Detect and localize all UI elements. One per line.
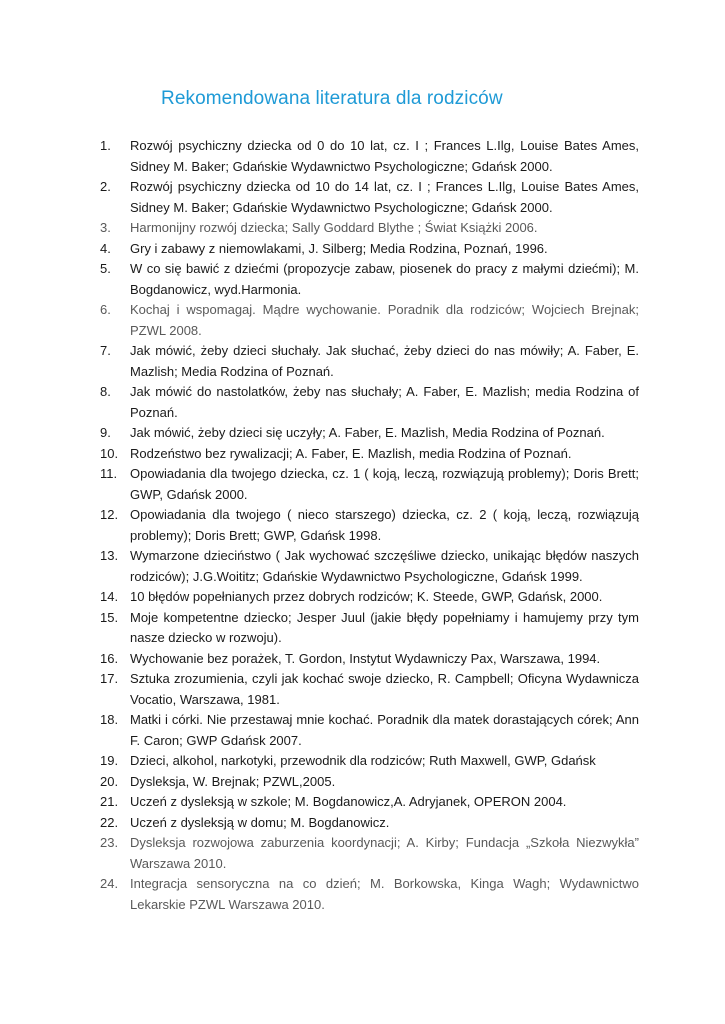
list-item-number-label: 11. <box>100 466 118 481</box>
page-title: Rekomendowana literatura dla rodziców <box>161 88 503 109</box>
list-item <box>92 833 639 874</box>
list-item-number <box>92 218 130 239</box>
list-item-text: Kochaj i wspomagaj. Mądre wychowanie. Poradnik dla rodziców; Wojciech Brejnak; PZWL 2008. <box>130 302 639 338</box>
list-item-text: Matki i córki. Nie przestawaj mnie kochać. Poradnik dla matek dorastających córek; Ann F. Caron; GWP Gdańsk 2007. <box>130 712 639 748</box>
list-item-number <box>92 792 130 813</box>
list-item-text: Harmonijny rozwój dziecka; Sally Goddard Blythe ; Świat Książki 2006. <box>130 220 538 235</box>
list-item <box>92 587 639 608</box>
list-item-text: Integracja sensoryczna na co dzień; M. Borkowska, Kinga Wagh; Wydawnictwo Lekarskie PZWL Warszawa 2010. <box>130 876 639 912</box>
list-item-text: Wymarzone dzieciństwo ( Jak wychować szczęśliwe dziecko, unikając błędów naszych rodziców); J.G.Woititz; Gdańskie Wydawnictwo Psychologiczne, Gdańsk 1999. <box>130 548 639 584</box>
list-item-text: W co się bawić z dziećmi (propozycje zabaw, piosenek do pracy z małymi dziećmi); M. Bogdanowicz, wyd.Harmonia. <box>130 261 639 297</box>
list-item <box>92 608 639 649</box>
list-item-number-label: 24. <box>100 876 119 891</box>
list-item-number-label: 4. <box>100 240 111 256</box>
list-item-number-label: 18. <box>100 712 119 727</box>
list-item-number-label: 14. <box>100 589 119 604</box>
list-item-number <box>92 444 130 465</box>
list-item-number <box>92 300 130 341</box>
list-item-number <box>92 587 130 608</box>
list-item-number <box>92 546 130 587</box>
list-item-number-label: 22. <box>100 814 119 830</box>
list-item-number-label: 7. <box>100 343 111 358</box>
list-item-number <box>92 813 130 834</box>
list-item <box>92 669 639 710</box>
list-item <box>92 136 639 177</box>
list-item-text: Dzieci, alkohol, narkotyki, przewodnik dla rodziców; Ruth Maxwell, GWP, Gdańsk <box>130 753 596 768</box>
list-item-number <box>92 382 130 423</box>
list-item-number-label: 15. <box>100 609 119 625</box>
list-item-text: 10 błędów popełnianych przez dobrych rodziców; K. Steede, GWP, Gdańsk, 2000. <box>130 589 603 604</box>
list-item <box>92 751 639 772</box>
list-item-number-label: 21. <box>100 794 119 809</box>
list-item-text: Rozwój psychiczny dziecka od 10 do 14 lat, cz. I ; Frances L.Ilg, Louise Bates Ames, Sidney M. Baker; Gdańskie Wydawnictwo Psychologiczne; Gdańsk 2000. <box>130 179 639 215</box>
list-item <box>92 300 639 341</box>
list-item-text: Rodzeństwo bez rywalizacji; A. Faber, E. Mazlish, media Rodzina of Poznań. <box>130 445 572 461</box>
list-item <box>92 177 639 218</box>
list-item-text: Jak mówić do nastolatków, żeby nas słuchały; A. Faber, E. Mazlish; media Rodzina of Poznań. <box>130 384 639 420</box>
list-item-number <box>92 710 130 751</box>
list-item-text: Wychowanie bez porażek, T. Gordon, Instytut Wydawniczy Pax, Warszawa, 1994. <box>130 650 601 666</box>
list-item-number-label: 19. <box>100 753 119 768</box>
list-item-text: Rozwój psychiczny dziecka od 0 do 10 lat, cz. I ; Frances L.Ilg, Louise Bates Ames, Sidney M. Baker; Gdańskie Wydawnictwo Psychologiczne; Gdańsk 2000. <box>130 138 639 174</box>
list-item-number-label: 5. <box>100 261 111 276</box>
list-item-number <box>92 608 130 649</box>
list-item-text: Moje kompetentne dziecko; Jesper Juul (jakie błędy popełniamy i hamujemy przy tym nasze dziecko w rozwoju). <box>130 609 639 645</box>
list-item-number-label: 16. <box>100 650 119 666</box>
list-item-number-label: 17. <box>100 671 119 686</box>
list-item-number <box>92 136 130 177</box>
list-item <box>92 772 639 793</box>
list-item-text: Dysleksja rozwojowa zaburzenia koordynacji; A. Kirby; Fundacja „Szkoła Niezwykła” Warszawa 2010. <box>130 835 639 871</box>
list-item-number-label: 8. <box>100 384 111 399</box>
list-item <box>92 649 639 670</box>
list-item-number <box>92 772 130 793</box>
list-item-number <box>92 505 130 546</box>
list-item <box>92 382 639 423</box>
list-item-text: Sztuka zrozumienia, czyli jak kochać swoje dziecko, R. Campbell; Oficyna Wydawnicza Vocatio, Warszawa, 1981. <box>130 671 639 707</box>
list-item-number-label: 1. <box>100 138 111 153</box>
list-item-number <box>92 423 130 444</box>
list-item-number <box>92 464 130 505</box>
list-item <box>92 423 639 444</box>
list-item-text: Opowiadania dla twojego dziecka, cz. 1 ( koją, leczą, rozwiązują problemy); Doris Brett; GWP, Gdańsk 2000. <box>130 466 639 502</box>
list-item-text: Uczeń z dysleksją w szkole; M. Bogdanowicz,A. Adryjanek, OPERON 2004. <box>130 794 567 809</box>
list-item <box>92 259 639 300</box>
list-item-number <box>92 341 130 382</box>
list-item-number <box>92 649 130 670</box>
list-item <box>92 464 639 505</box>
list-item-number-label: 3. <box>100 220 111 235</box>
literature-list <box>92 136 639 915</box>
list-item-number-label: 2. <box>100 179 111 194</box>
list-item-number <box>92 751 130 772</box>
list-item-number <box>92 259 130 300</box>
list-item-number <box>92 669 130 710</box>
list-item <box>92 239 639 260</box>
list-item-number-label: 12. <box>100 507 119 522</box>
list-item-text: Opowiadania dla twojego ( nieco starszego) dziecka, cz. 2 ( koją, leczą, rozwiązują problemy); Doris Brett; GWP, Gdańsk 1998. <box>130 507 639 543</box>
list-item-number-label: 13. <box>100 548 119 563</box>
list-item <box>92 546 639 587</box>
list-item-text: Gry i zabawy z niemowlakami, J. Silberg; Media Rodzina, Poznań, 1996. <box>130 240 548 256</box>
list-item <box>92 444 639 465</box>
list-item-number-label: 6. <box>100 302 111 317</box>
list-item <box>92 813 639 834</box>
list-item-text: Jak mówić, żeby dzieci się uczyły; A. Faber, E. Mazlish, Media Rodzina of Poznań. <box>130 425 605 440</box>
list-item <box>92 874 639 915</box>
list-item-number-label: 9. <box>100 425 111 440</box>
list-item-number <box>92 874 130 915</box>
list-item-text: Dysleksja, W. Brejnak; PZWL,2005. <box>130 773 336 789</box>
list-item-number-label: 20. <box>100 773 119 789</box>
list-item <box>92 341 639 382</box>
list-item-number <box>92 239 130 260</box>
list-item-number <box>92 833 130 874</box>
list-item-number-label: 23. <box>100 835 119 850</box>
list-item-number <box>92 177 130 218</box>
list-item-number-label: 10. <box>100 445 119 461</box>
list-item <box>92 218 639 239</box>
list-item <box>92 792 639 813</box>
list-item-text: Uczeń z dysleksją w domu; M. Bogdanowicz. <box>130 814 390 830</box>
list-item <box>92 505 639 546</box>
list-item <box>92 710 639 751</box>
list-item-text: Jak mówić, żeby dzieci słuchały. Jak słuchać, żeby dzieci do nas mówiły; A. Faber, E. Mazlish; Media Rodzina of Poznań. <box>130 343 639 379</box>
